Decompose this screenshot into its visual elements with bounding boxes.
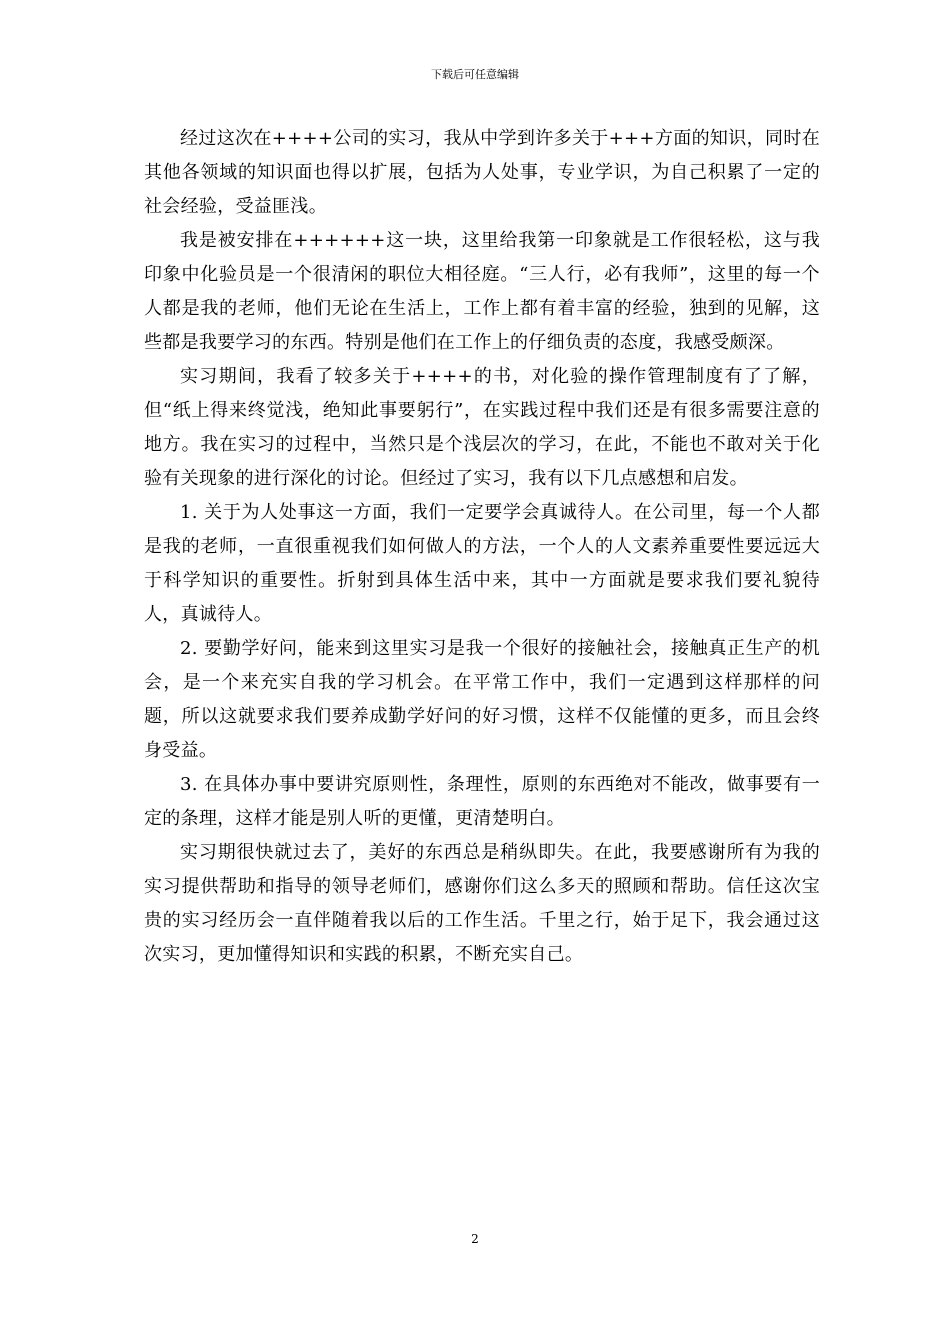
paragraph-intro: 经过这次在++++公司的实习，我从中学到许多关于+++方面的知识，同时在其他各领域的知识面也得以扩展，包括为人处事，专业学识，为自己积累了一定的社会经验，受益匪浅。 bbox=[144, 128, 820, 217]
paragraph-point-3: 3. 在具体办事中要讲究原则性，条理性，原则的东西绝对不能改，做事要有一定的条理，这样才能是别人听的更懂，更清楚明白。 bbox=[144, 774, 820, 829]
page-number: 2 bbox=[471, 1232, 479, 1246]
paragraph-assignment: 我是被安排在++++++这一块，这里给我第一印象就是工作很轻松，这与我印象中化验员是一个很清闲的职位大相径庭。“三人行，必有我师”，这里的每一个人都是我的老师，他们无论在生活上，工作上都有着丰富的经验，独到的见解，这些都是我要学习的东西。特别是他们在工作上的仔细负责的态度，我感受颇深。 bbox=[144, 230, 820, 353]
paragraph-conclusion: 实习期很快就过去了，美好的东西总是稍纵即失。在此，我要感谢所有为我的实习提供帮助和指导的领导老师们，感谢你们这么多天的照顾和帮助。信任这次宝贵的实习经历会一直伴随着我以后的工作生活。千里之行，始于足下，我会通过这次实习，更加懂得知识和实践的积累，不断充实自己。 bbox=[144, 842, 820, 965]
paragraph-point-2: 2. 要勤学好问，能来到这里实习是我一个很好的接触社会，接触真正生产的机会，是一个来充实自我的学习机会。在平常工作中，我们一定遇到这样那样的问题，所以这就要求我们要养成勤学好问的好习惯，这样不仅能懂的更多，而且会终身受益。 bbox=[144, 638, 820, 761]
page-header: 下载后可任意编辑 bbox=[431, 68, 519, 81]
paragraph-point-1: 1. 关于为人处事这一方面，我们一定要学会真诚待人。在公司里，每一个人都是我的老师，一直很重视我们如何做人的方法，一个人的人文素养重要性要远远大于科学知识的重要性。折射到具体生活中来，其中一方面就是要求我们要礼貌待人，真诚待人。 bbox=[144, 502, 820, 625]
paragraph-study: 实习期间，我看了较多关于++++的书，对化验的操作管理制度有了了解，但“纸上得来终觉浅，绝知此事要躬行”，在实践过程中我们还是有很多需要注意的地方。我在实习的过程中，当然只是个浅层次的学习，在此，不能也不敢对关于化验有关现象的进行深化的讨论。但经过了实习，我有以下几点感想和启发。 bbox=[144, 366, 820, 489]
document-body bbox=[144, 122, 820, 972]
